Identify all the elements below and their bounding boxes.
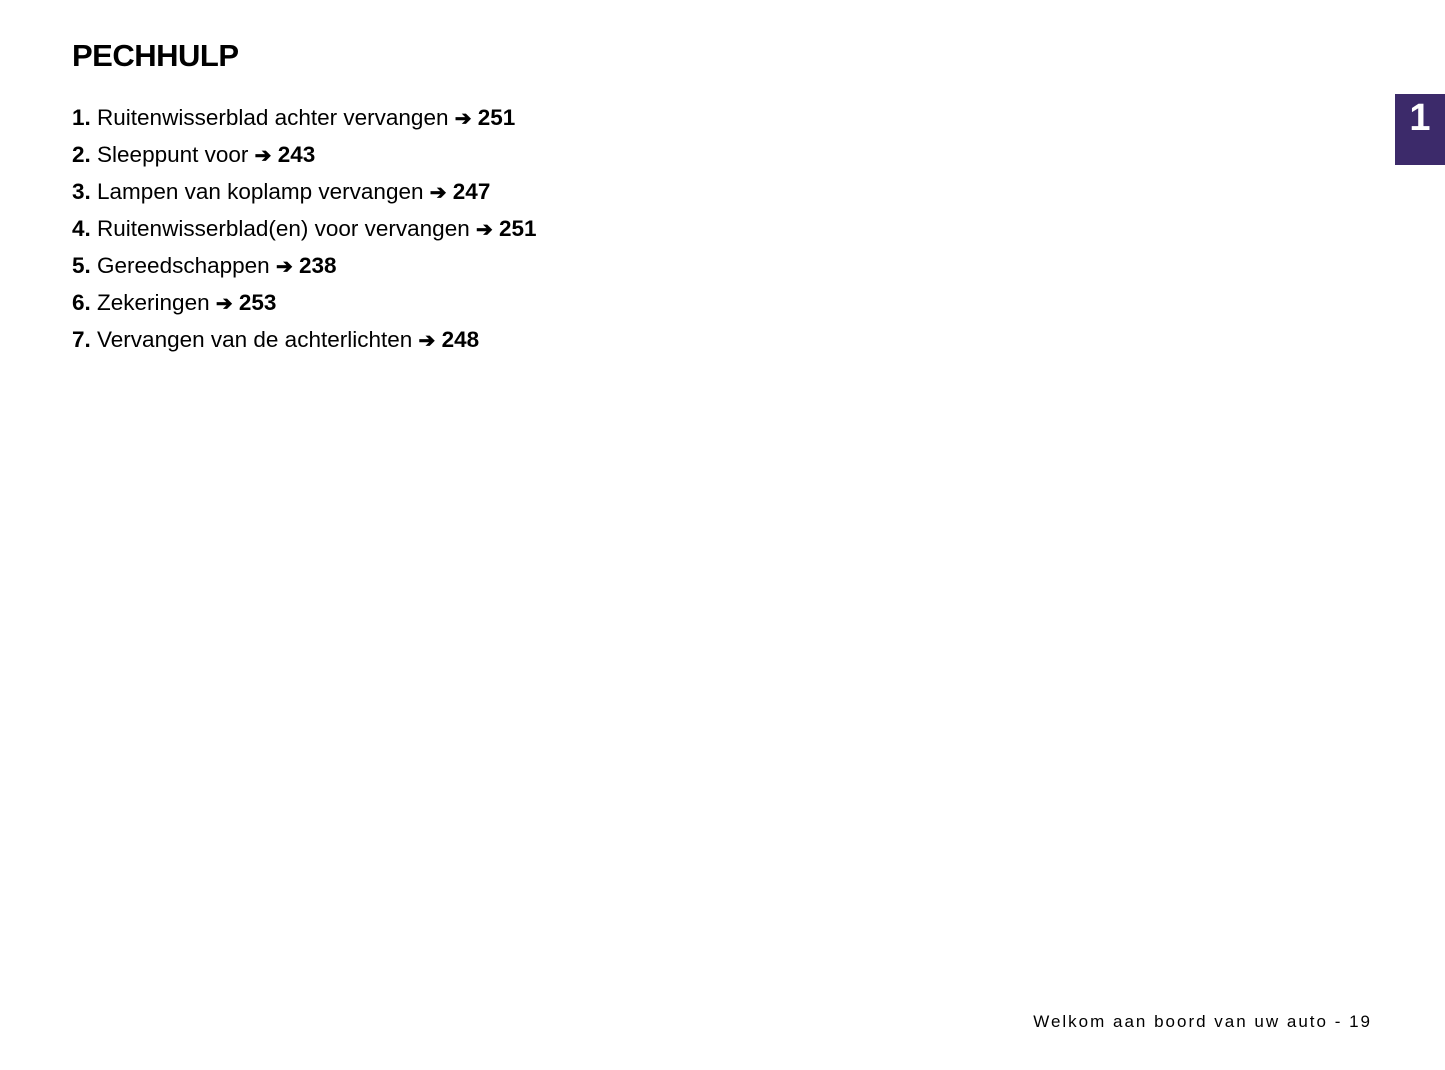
arrow-right-icon: ➔ [254, 145, 272, 167]
item-number: 7. [72, 327, 91, 352]
item-number: 2. [72, 142, 91, 167]
list-item[interactable] [72, 174, 537, 211]
page-reference-link[interactable]: 251 [477, 105, 516, 130]
item-list [72, 100, 537, 359]
list-item[interactable] [72, 211, 537, 248]
list-item[interactable] [72, 248, 537, 285]
item-number: 6. [72, 290, 91, 315]
item-text: Lampen van koplamp vervangen [97, 179, 424, 204]
page-reference-link[interactable]: 248 [441, 327, 480, 352]
item-number: 1. [72, 105, 91, 130]
list-item[interactable] [72, 322, 537, 359]
page-reference-link[interactable]: 247 [452, 179, 491, 204]
page-title: PECHHULP [72, 38, 239, 73]
item-number: 4. [72, 216, 91, 241]
item-text: Vervangen van de achterlichten [97, 327, 413, 352]
item-number: 3. [72, 179, 91, 204]
page-reference-link[interactable]: 238 [298, 253, 337, 278]
item-text: Gereedschappen [97, 253, 270, 278]
list-item[interactable] [72, 100, 537, 137]
page-reference-link[interactable]: 253 [238, 290, 277, 315]
arrow-right-icon: ➔ [275, 256, 293, 278]
item-number: 5. [72, 253, 91, 278]
arrow-right-icon: ➔ [215, 293, 233, 315]
page-reference-link[interactable]: 243 [277, 142, 316, 167]
item-text: Sleeppunt voor [97, 142, 249, 167]
arrow-right-icon: ➔ [476, 219, 493, 241]
arrow-right-icon: ➔ [429, 182, 447, 204]
list-item[interactable] [72, 285, 537, 322]
item-text: Ruitenwisserblad achter vervangen [97, 105, 449, 130]
page-footer: Welkom aan boord van uw auto - 19 [1033, 1012, 1372, 1031]
arrow-right-icon: ➔ [454, 108, 472, 130]
item-text: Zekeringen [97, 290, 210, 315]
list-item[interactable] [72, 137, 537, 174]
arrow-right-icon: ➔ [418, 330, 436, 352]
page-reference-link[interactable]: 251 [499, 216, 537, 241]
item-text: Ruitenwisserblad(en) voor vervangen [97, 216, 470, 241]
chapter-tab: 1 [1395, 94, 1445, 165]
